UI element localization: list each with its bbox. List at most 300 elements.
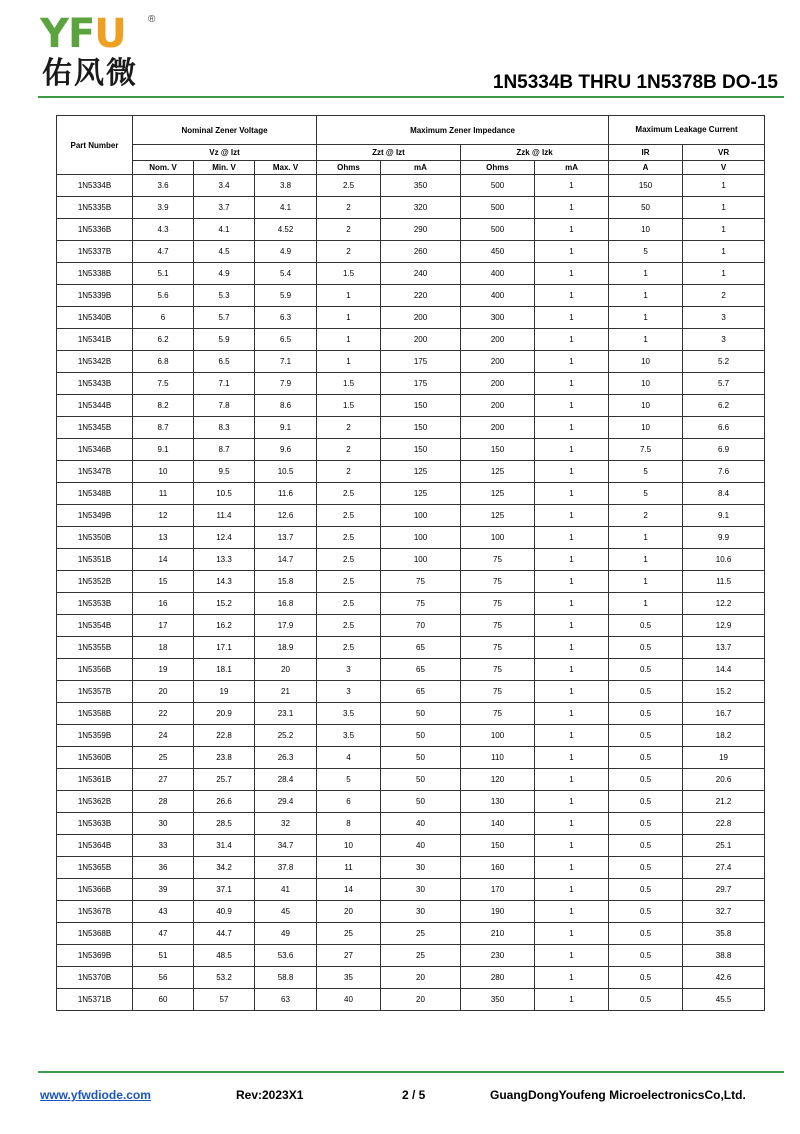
- website-link[interactable]: www.yfwdiode.com: [40, 1088, 151, 1102]
- vz-max-cell: 4.52: [255, 219, 317, 241]
- zzk-ohms-cell: 130: [461, 791, 535, 813]
- zzt-ohms-cell: 2: [317, 197, 381, 219]
- zzt-ohms-cell: 2: [317, 219, 381, 241]
- part-number-cell: 1N5350B: [57, 527, 133, 549]
- part-number-cell: 1N5354B: [57, 615, 133, 637]
- vr-cell: 6.9: [683, 439, 765, 461]
- izt-ma-cell: 320: [381, 197, 461, 219]
- izt-ma-cell: 175: [381, 373, 461, 395]
- vz-max-cell: 18.9: [255, 637, 317, 659]
- ir-cell: 150: [609, 175, 683, 197]
- zzk-ohms-cell: 400: [461, 285, 535, 307]
- vz-max-cell: 5.4: [255, 263, 317, 285]
- vz-min-cell: 6.5: [194, 351, 255, 373]
- zzk-ohms-cell: 100: [461, 725, 535, 747]
- vr-cell: 25.1: [683, 835, 765, 857]
- vr-cell: 1: [683, 175, 765, 197]
- vz-nom-cell: 14: [133, 549, 194, 571]
- ir-cell: 5: [609, 241, 683, 263]
- vz-max-cell: 9.6: [255, 439, 317, 461]
- vz-min-cell: 4.1: [194, 219, 255, 241]
- zzt-ohms-cell: 2: [317, 461, 381, 483]
- vz-min-cell: 19: [194, 681, 255, 703]
- vz-max-cell: 15.8: [255, 571, 317, 593]
- vz-nom-cell: 3.6: [133, 175, 194, 197]
- vr-cell: 1: [683, 219, 765, 241]
- unit-min-v: Min. V: [194, 161, 255, 175]
- table-row: [57, 395, 765, 417]
- izt-ma-cell: 75: [381, 571, 461, 593]
- vr-cell: 8.4: [683, 483, 765, 505]
- vr-cell: 11.5: [683, 571, 765, 593]
- part-number-cell: 1N5371B: [57, 989, 133, 1011]
- izk-ma-cell: 1: [535, 857, 609, 879]
- vr-cell: 29.7: [683, 879, 765, 901]
- ir-cell: 50: [609, 197, 683, 219]
- vz-nom-cell: 9.1: [133, 439, 194, 461]
- vz-min-cell: 15.2: [194, 593, 255, 615]
- izk-ma-cell: 1: [535, 461, 609, 483]
- vz-min-cell: 8.7: [194, 439, 255, 461]
- zzt-ohms-cell: 1: [317, 307, 381, 329]
- zzk-ohms-cell: 210: [461, 923, 535, 945]
- unit-zzk-ohms: Ohms: [461, 161, 535, 175]
- izk-ma-cell: 1: [535, 725, 609, 747]
- zzt-ohms-cell: 1: [317, 285, 381, 307]
- part-number-cell: 1N5355B: [57, 637, 133, 659]
- zzt-ohms-cell: 3: [317, 681, 381, 703]
- vz-min-cell: 57: [194, 989, 255, 1011]
- izt-ma-cell: 30: [381, 879, 461, 901]
- vz-min-cell: 3.4: [194, 175, 255, 197]
- part-number-cell: 1N5349B: [57, 505, 133, 527]
- vz-max-cell: 58.8: [255, 967, 317, 989]
- zzk-ohms-cell: 200: [461, 373, 535, 395]
- vz-min-cell: 13.3: [194, 549, 255, 571]
- part-number-cell: 1N5363B: [57, 813, 133, 835]
- izk-ma-cell: 1: [535, 593, 609, 615]
- izt-ma-cell: 220: [381, 285, 461, 307]
- vr-cell: 1: [683, 241, 765, 263]
- part-number-cell: 1N5362B: [57, 791, 133, 813]
- vz-nom-cell: 25: [133, 747, 194, 769]
- vr-cell: 27.4: [683, 857, 765, 879]
- vz-min-cell: 48.5: [194, 945, 255, 967]
- vz-nom-cell: 8.7: [133, 417, 194, 439]
- vz-min-cell: 28.5: [194, 813, 255, 835]
- ir-cell: 10: [609, 219, 683, 241]
- vz-min-cell: 44.7: [194, 923, 255, 945]
- izt-ma-cell: 40: [381, 835, 461, 857]
- ir-cell: 1: [609, 527, 683, 549]
- table-row: [57, 219, 765, 241]
- table-row: [57, 593, 765, 615]
- vz-nom-cell: 3.9: [133, 197, 194, 219]
- vz-max-cell: 7.9: [255, 373, 317, 395]
- table-row: [57, 747, 765, 769]
- zzt-ohms-cell: 2: [317, 439, 381, 461]
- izk-ma-cell: 1: [535, 615, 609, 637]
- vz-min-cell: 4.5: [194, 241, 255, 263]
- vz-min-cell: 4.9: [194, 263, 255, 285]
- zzt-ohms-cell: 3.5: [317, 703, 381, 725]
- izk-ma-cell: 1: [535, 197, 609, 219]
- zzt-ohms-cell: 2.5: [317, 549, 381, 571]
- izt-ma-cell: 65: [381, 681, 461, 703]
- vr-cell: 12.9: [683, 615, 765, 637]
- vz-nom-cell: 27: [133, 769, 194, 791]
- table-row: [57, 263, 765, 285]
- izt-ma-cell: 200: [381, 307, 461, 329]
- izk-ma-cell: 1: [535, 373, 609, 395]
- ir-cell: 0.5: [609, 747, 683, 769]
- izt-ma-cell: 150: [381, 417, 461, 439]
- zzt-ohms-cell: 40: [317, 989, 381, 1011]
- ir-cell: 1: [609, 549, 683, 571]
- zzt-ohms-cell: 2.5: [317, 593, 381, 615]
- table-row: [57, 329, 765, 351]
- part-number-cell: 1N5336B: [57, 219, 133, 241]
- vz-max-cell: 63: [255, 989, 317, 1011]
- table-row: [57, 197, 765, 219]
- vr-cell: 5.7: [683, 373, 765, 395]
- part-number-cell: 1N5369B: [57, 945, 133, 967]
- vz-nom-cell: 15: [133, 571, 194, 593]
- vz-nom-cell: 51: [133, 945, 194, 967]
- vz-nom-cell: 22: [133, 703, 194, 725]
- zzk-ohms-cell: 160: [461, 857, 535, 879]
- vz-nom-cell: 30: [133, 813, 194, 835]
- vz-min-cell: 17.1: [194, 637, 255, 659]
- zzt-ohms-cell: 35: [317, 967, 381, 989]
- vz-nom-cell: 33: [133, 835, 194, 857]
- izk-ma-cell: 1: [535, 439, 609, 461]
- ir-cell: 10: [609, 417, 683, 439]
- zzt-ohms-cell: 11: [317, 857, 381, 879]
- izt-ma-cell: 25: [381, 945, 461, 967]
- izk-ma-cell: 1: [535, 901, 609, 923]
- izk-ma-cell: 1: [535, 769, 609, 791]
- part-number-cell: 1N5359B: [57, 725, 133, 747]
- vz-max-cell: 25.2: [255, 725, 317, 747]
- table-row: [57, 461, 765, 483]
- vr-cell: 15.2: [683, 681, 765, 703]
- izk-ma-cell: 1: [535, 175, 609, 197]
- vz-max-cell: 14.7: [255, 549, 317, 571]
- vr-cell: 5.2: [683, 351, 765, 373]
- vr-cell: 6.2: [683, 395, 765, 417]
- vz-nom-cell: 19: [133, 659, 194, 681]
- table-row: [57, 439, 765, 461]
- vz-max-cell: 34.7: [255, 835, 317, 857]
- table-row: [57, 725, 765, 747]
- izk-ma-cell: 1: [535, 307, 609, 329]
- table-row: [57, 769, 765, 791]
- part-number-cell: 1N5339B: [57, 285, 133, 307]
- zzt-ohms-cell: 10: [317, 835, 381, 857]
- vz-min-cell: 22.8: [194, 725, 255, 747]
- ir-cell: 0.5: [609, 967, 683, 989]
- vr-cell: 3: [683, 307, 765, 329]
- izt-ma-cell: 40: [381, 813, 461, 835]
- zzt-ohms-cell: 14: [317, 879, 381, 901]
- zzt-ohms-cell: 4: [317, 747, 381, 769]
- vz-max-cell: 8.6: [255, 395, 317, 417]
- table-row: [57, 307, 765, 329]
- zzk-ohms-cell: 500: [461, 197, 535, 219]
- logo-chinese-name: 佑风微: [42, 56, 138, 91]
- part-number-cell: 1N5364B: [57, 835, 133, 857]
- ir-cell: 0.5: [609, 681, 683, 703]
- izt-ma-cell: 100: [381, 505, 461, 527]
- izt-ma-cell: 175: [381, 351, 461, 373]
- part-number-cell: 1N5334B: [57, 175, 133, 197]
- vz-nom-cell: 60: [133, 989, 194, 1011]
- part-number-cell: 1N5370B: [57, 967, 133, 989]
- vr-cell: 7.6: [683, 461, 765, 483]
- part-number-cell: 1N5338B: [57, 263, 133, 285]
- vz-min-cell: 8.3: [194, 417, 255, 439]
- zener-spec-table: [56, 115, 765, 1011]
- part-number-cell: 1N5346B: [57, 439, 133, 461]
- vz-max-cell: 41: [255, 879, 317, 901]
- vz-max-cell: 45: [255, 901, 317, 923]
- zzt-ohms-cell: 6: [317, 791, 381, 813]
- ir-cell: 5: [609, 461, 683, 483]
- subhead-zzt: Zzt @ Izt: [317, 145, 461, 161]
- vr-cell: 35.8: [683, 923, 765, 945]
- vr-cell: 10.6: [683, 549, 765, 571]
- vz-nom-cell: 24: [133, 725, 194, 747]
- zzk-ohms-cell: 120: [461, 769, 535, 791]
- part-number-cell: 1N5347B: [57, 461, 133, 483]
- izk-ma-cell: 1: [535, 329, 609, 351]
- unit-vr-v: V: [683, 161, 765, 175]
- vz-max-cell: 4.9: [255, 241, 317, 263]
- table-row: [57, 417, 765, 439]
- vr-cell: 9.9: [683, 527, 765, 549]
- izk-ma-cell: 1: [535, 835, 609, 857]
- vz-min-cell: 5.7: [194, 307, 255, 329]
- izk-ma-cell: 1: [535, 571, 609, 593]
- vr-cell: 12.2: [683, 593, 765, 615]
- zzk-ohms-cell: 170: [461, 879, 535, 901]
- vz-max-cell: 17.9: [255, 615, 317, 637]
- unit-zzt-ohms: Ohms: [317, 161, 381, 175]
- group-max-zener-impedance: Maximum Zener Impedance: [317, 116, 609, 145]
- vr-cell: 6.6: [683, 417, 765, 439]
- vz-max-cell: 3.8: [255, 175, 317, 197]
- vz-min-cell: 18.1: [194, 659, 255, 681]
- vz-max-cell: 21: [255, 681, 317, 703]
- vz-nom-cell: 8.2: [133, 395, 194, 417]
- zzk-ohms-cell: 150: [461, 439, 535, 461]
- zzt-ohms-cell: 2.5: [317, 175, 381, 197]
- part-number-cell: 1N5348B: [57, 483, 133, 505]
- izk-ma-cell: 1: [535, 483, 609, 505]
- vz-max-cell: 13.7: [255, 527, 317, 549]
- zzk-ohms-cell: 100: [461, 527, 535, 549]
- izt-ma-cell: 20: [381, 967, 461, 989]
- zzt-ohms-cell: 2.5: [317, 637, 381, 659]
- vz-max-cell: 26.3: [255, 747, 317, 769]
- ir-cell: 10: [609, 373, 683, 395]
- zzk-ohms-cell: 110: [461, 747, 535, 769]
- part-number-cell: 1N5335B: [57, 197, 133, 219]
- ir-cell: 0.5: [609, 835, 683, 857]
- vz-max-cell: 32: [255, 813, 317, 835]
- izk-ma-cell: 1: [535, 219, 609, 241]
- vz-nom-cell: 17: [133, 615, 194, 637]
- izk-ma-cell: 1: [535, 351, 609, 373]
- part-number-cell: 1N5345B: [57, 417, 133, 439]
- zzk-ohms-cell: 400: [461, 263, 535, 285]
- vz-min-cell: 20.9: [194, 703, 255, 725]
- document-title: 1N5334B THRU 1N5378B DO-15: [492, 72, 778, 93]
- vz-min-cell: 5.9: [194, 329, 255, 351]
- col-part-number: Part Number: [57, 116, 133, 175]
- table-row: [57, 901, 765, 923]
- ir-cell: 1: [609, 571, 683, 593]
- vz-min-cell: 37.1: [194, 879, 255, 901]
- vr-cell: 20.6: [683, 769, 765, 791]
- vz-max-cell: 20: [255, 659, 317, 681]
- unit-izt-ma: mA: [381, 161, 461, 175]
- zzt-ohms-cell: 1.5: [317, 373, 381, 395]
- logo-wordmark-u: U: [94, 11, 126, 57]
- vz-max-cell: 37.8: [255, 857, 317, 879]
- vr-cell: 16.7: [683, 703, 765, 725]
- izk-ma-cell: 1: [535, 703, 609, 725]
- izk-ma-cell: 1: [535, 659, 609, 681]
- vz-min-cell: 3.7: [194, 197, 255, 219]
- zzk-ohms-cell: 350: [461, 989, 535, 1011]
- table-row: [57, 879, 765, 901]
- vz-max-cell: 5.9: [255, 285, 317, 307]
- vz-nom-cell: 10: [133, 461, 194, 483]
- vr-cell: 19: [683, 747, 765, 769]
- zzk-ohms-cell: 75: [461, 615, 535, 637]
- izt-ma-cell: 20: [381, 989, 461, 1011]
- zzt-ohms-cell: 2.5: [317, 505, 381, 527]
- spec-table-body: [57, 175, 765, 1011]
- vr-cell: 13.7: [683, 637, 765, 659]
- izk-ma-cell: 1: [535, 395, 609, 417]
- zzk-ohms-cell: 230: [461, 945, 535, 967]
- zzk-ohms-cell: 200: [461, 395, 535, 417]
- zzt-ohms-cell: 2.5: [317, 615, 381, 637]
- vz-nom-cell: 6.2: [133, 329, 194, 351]
- part-number-cell: 1N5337B: [57, 241, 133, 263]
- vr-cell: 1: [683, 197, 765, 219]
- zzk-ohms-cell: 200: [461, 329, 535, 351]
- zzk-ohms-cell: 75: [461, 549, 535, 571]
- zzk-ohms-cell: 125: [461, 505, 535, 527]
- table-row: [57, 835, 765, 857]
- table-row: [57, 351, 765, 373]
- part-number-cell: 1N5341B: [57, 329, 133, 351]
- vr-cell: 2: [683, 285, 765, 307]
- vz-min-cell: 5.3: [194, 285, 255, 307]
- footer-divider: [38, 1071, 784, 1073]
- vz-max-cell: 7.1: [255, 351, 317, 373]
- vz-nom-cell: 20: [133, 681, 194, 703]
- vz-max-cell: 16.8: [255, 593, 317, 615]
- header-divider: [38, 96, 784, 98]
- table-row: [57, 175, 765, 197]
- zzt-ohms-cell: 2.5: [317, 527, 381, 549]
- vz-min-cell: 9.5: [194, 461, 255, 483]
- vz-max-cell: 53.6: [255, 945, 317, 967]
- izk-ma-cell: 1: [535, 747, 609, 769]
- table-row: [57, 505, 765, 527]
- ir-cell: 0.5: [609, 791, 683, 813]
- vr-cell: 22.8: [683, 813, 765, 835]
- ir-cell: 0.5: [609, 813, 683, 835]
- vr-cell: 1: [683, 263, 765, 285]
- zzt-ohms-cell: 27: [317, 945, 381, 967]
- vr-cell: 3: [683, 329, 765, 351]
- izt-ma-cell: 70: [381, 615, 461, 637]
- vz-min-cell: 14.3: [194, 571, 255, 593]
- part-number-cell: 1N5367B: [57, 901, 133, 923]
- zzk-ohms-cell: 140: [461, 813, 535, 835]
- zzk-ohms-cell: 450: [461, 241, 535, 263]
- zzt-ohms-cell: 2.5: [317, 571, 381, 593]
- ir-cell: 0.5: [609, 945, 683, 967]
- izt-ma-cell: 50: [381, 747, 461, 769]
- zzt-ohms-cell: 1: [317, 351, 381, 373]
- part-number-cell: 1N5365B: [57, 857, 133, 879]
- ir-cell: 0.5: [609, 703, 683, 725]
- zzk-ohms-cell: 500: [461, 219, 535, 241]
- izk-ma-cell: 1: [535, 417, 609, 439]
- subhead-vr: VR: [683, 145, 765, 161]
- vz-min-cell: 31.4: [194, 835, 255, 857]
- group-max-leakage-current-label: Maximum Leakage Current: [635, 125, 738, 134]
- table-row: [57, 945, 765, 967]
- part-number-cell: 1N5340B: [57, 307, 133, 329]
- vz-nom-cell: 12: [133, 505, 194, 527]
- ir-cell: 1: [609, 329, 683, 351]
- zzk-ohms-cell: 75: [461, 703, 535, 725]
- vz-max-cell: 23.1: [255, 703, 317, 725]
- part-number-cell: 1N5361B: [57, 769, 133, 791]
- part-number-cell: 1N5352B: [57, 571, 133, 593]
- table-row: [57, 967, 765, 989]
- izt-ma-cell: 50: [381, 769, 461, 791]
- zzk-ohms-cell: 125: [461, 483, 535, 505]
- ir-cell: 0.5: [609, 615, 683, 637]
- group-max-leakage-current: [609, 116, 765, 145]
- izt-ma-cell: 125: [381, 461, 461, 483]
- ir-cell: 0.5: [609, 637, 683, 659]
- vz-nom-cell: 47: [133, 923, 194, 945]
- izk-ma-cell: 1: [535, 879, 609, 901]
- izk-ma-cell: 1: [535, 285, 609, 307]
- vz-max-cell: 28.4: [255, 769, 317, 791]
- zzk-ohms-cell: 500: [461, 175, 535, 197]
- table-row: [57, 857, 765, 879]
- table-row: [57, 241, 765, 263]
- part-number-cell: 1N5360B: [57, 747, 133, 769]
- vz-nom-cell: 13: [133, 527, 194, 549]
- table-row: [57, 791, 765, 813]
- vz-min-cell: 25.7: [194, 769, 255, 791]
- table-row: [57, 615, 765, 637]
- izt-ma-cell: 200: [381, 329, 461, 351]
- vr-cell: 14.4: [683, 659, 765, 681]
